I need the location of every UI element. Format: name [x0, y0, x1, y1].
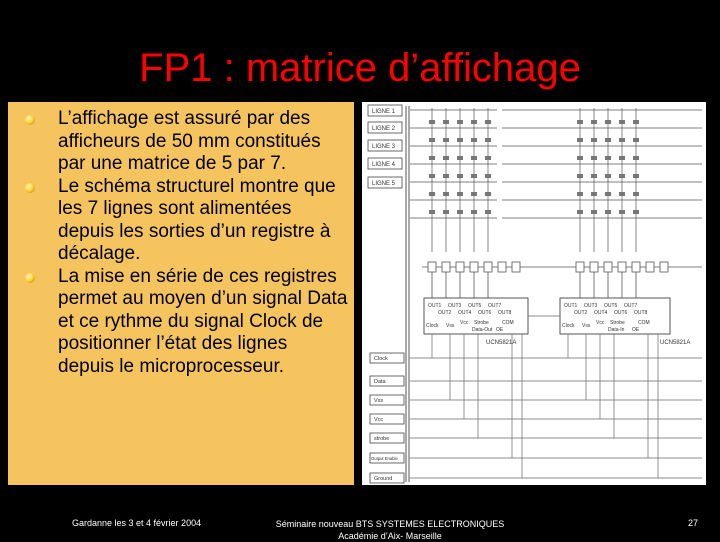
svg-text:Data-In: Data-In [608, 327, 625, 333]
svg-text:Strobe: Strobe [610, 320, 625, 326]
svg-text:Vcc: Vcc [596, 320, 605, 326]
svg-text:UCN5821A: UCN5821A [486, 340, 517, 346]
footer-date: Gardanne les 3 et 4 février 2004 [72, 518, 202, 528]
footer-seminar-line1: Séminaire nouveau BTS SYSTEMES ELECTRONIQUES [275, 519, 505, 529]
svg-text:Clock: Clock [374, 356, 388, 362]
svg-text:Output Enable: Output Enable [371, 456, 398, 461]
svg-text:OUT8: OUT8 [634, 310, 648, 316]
signal-label-strobe [370, 433, 404, 443]
svg-text:Strobe: Strobe [474, 320, 489, 326]
svg-text:LIGNE 1: LIGNE 1 [372, 109, 396, 115]
svg-text:strobe: strobe [374, 436, 390, 442]
bullet-item [8, 176, 354, 266]
svg-text:OUT6: OUT6 [614, 310, 628, 316]
svg-text:OUT2: OUT2 [438, 310, 452, 316]
line-label-3 [368, 140, 402, 151]
svg-text:OE: OE [632, 327, 640, 333]
svg-text:OUT2: OUT2 [574, 310, 588, 316]
svg-text:Clock: Clock [426, 323, 439, 329]
shift-register-ic-1 [424, 298, 528, 346]
svg-text:Vss: Vss [374, 398, 384, 404]
bullet-dot-icon [25, 115, 35, 125]
line-label-1 [368, 105, 402, 116]
svg-text:UCN5821A: UCN5821A [660, 340, 691, 346]
svg-text:OUT1: OUT1 [428, 303, 442, 309]
bullet-item [8, 266, 354, 379]
shift-register-ic-2 [560, 298, 690, 346]
svg-text:Vcc: Vcc [374, 417, 384, 423]
svg-text:OUT7: OUT7 [624, 303, 638, 309]
svg-text:Vcc: Vcc [460, 320, 469, 326]
footer-seminar [240, 518, 540, 542]
svg-text:OUT4: OUT4 [594, 310, 608, 316]
line-label-2 [368, 122, 402, 133]
bullet-text: L’affichage est assuré par des afficheurs de 50 mm constitués par une matrice de 5 par 7. [58, 108, 321, 174]
text-box [8, 102, 354, 485]
svg-text:OUT4: OUT4 [458, 310, 472, 316]
bullet-item [8, 108, 354, 176]
svg-text:COM: COM [502, 320, 514, 326]
signal-label-ground [370, 473, 404, 483]
svg-text:Data-Out: Data-Out [472, 327, 493, 333]
svg-text:COM: COM [638, 320, 650, 326]
signal-label-vss [370, 395, 404, 405]
schematic-diagram [362, 102, 706, 485]
svg-text:LIGNE 3: LIGNE 3 [372, 144, 396, 150]
svg-text:LIGNE 5: LIGNE 5 [372, 181, 396, 187]
bullet-list [8, 108, 354, 378]
svg-text:OUT7: OUT7 [488, 303, 502, 309]
footer-academy-line2: Académie d’Aix- Marseille [338, 531, 442, 541]
svg-text:Vss: Vss [582, 323, 591, 329]
svg-text:OUT3: OUT3 [448, 303, 462, 309]
svg-text:OUT5: OUT5 [604, 303, 618, 309]
schematic-svg [362, 102, 706, 485]
page-number: 27 [688, 518, 699, 528]
signal-label-output-enable [370, 453, 404, 463]
svg-text:LIGNE 4: LIGNE 4 [372, 162, 396, 168]
signal-label-clock [370, 353, 404, 363]
bullet-text: La mise en série de ces registres permet au moyen d’un signal Data et ce rythme du signal Clock de positionner l’état des lignes depuis le microprocesseur. [58, 265, 348, 377]
signal-wires [410, 316, 702, 478]
svg-text:LIGNE 2: LIGNE 2 [372, 126, 396, 132]
slide-title: FP1 : matrice d’affichage [139, 46, 581, 90]
svg-text:Ground: Ground [374, 476, 393, 482]
svg-text:OUT5: OUT5 [468, 303, 482, 309]
svg-text:Clock: Clock [562, 323, 575, 329]
bullet-text: Le schéma structurel montre que les 7 lignes sont alimentées depuis les sorties d’un registre à décalage. [58, 175, 336, 264]
resistor-row [422, 262, 702, 298]
svg-text:Vss: Vss [446, 323, 455, 329]
signal-label-vcc [370, 414, 404, 424]
bullet-dot-icon [25, 183, 35, 193]
line-label-5 [368, 177, 402, 188]
svg-text:OUT3: OUT3 [584, 303, 598, 309]
signal-label-data [370, 376, 404, 386]
bullet-dot-icon [25, 273, 35, 283]
line-label-4 [368, 158, 402, 169]
svg-text:OUT8: OUT8 [498, 310, 512, 316]
svg-text:OUT6: OUT6 [478, 310, 492, 316]
led-matrix-1 [410, 108, 497, 252]
svg-text:Data: Data [374, 379, 386, 385]
svg-text:OUT1: OUT1 [564, 303, 578, 309]
svg-text:OE: OE [496, 327, 504, 333]
led-matrix-2 [502, 108, 702, 252]
